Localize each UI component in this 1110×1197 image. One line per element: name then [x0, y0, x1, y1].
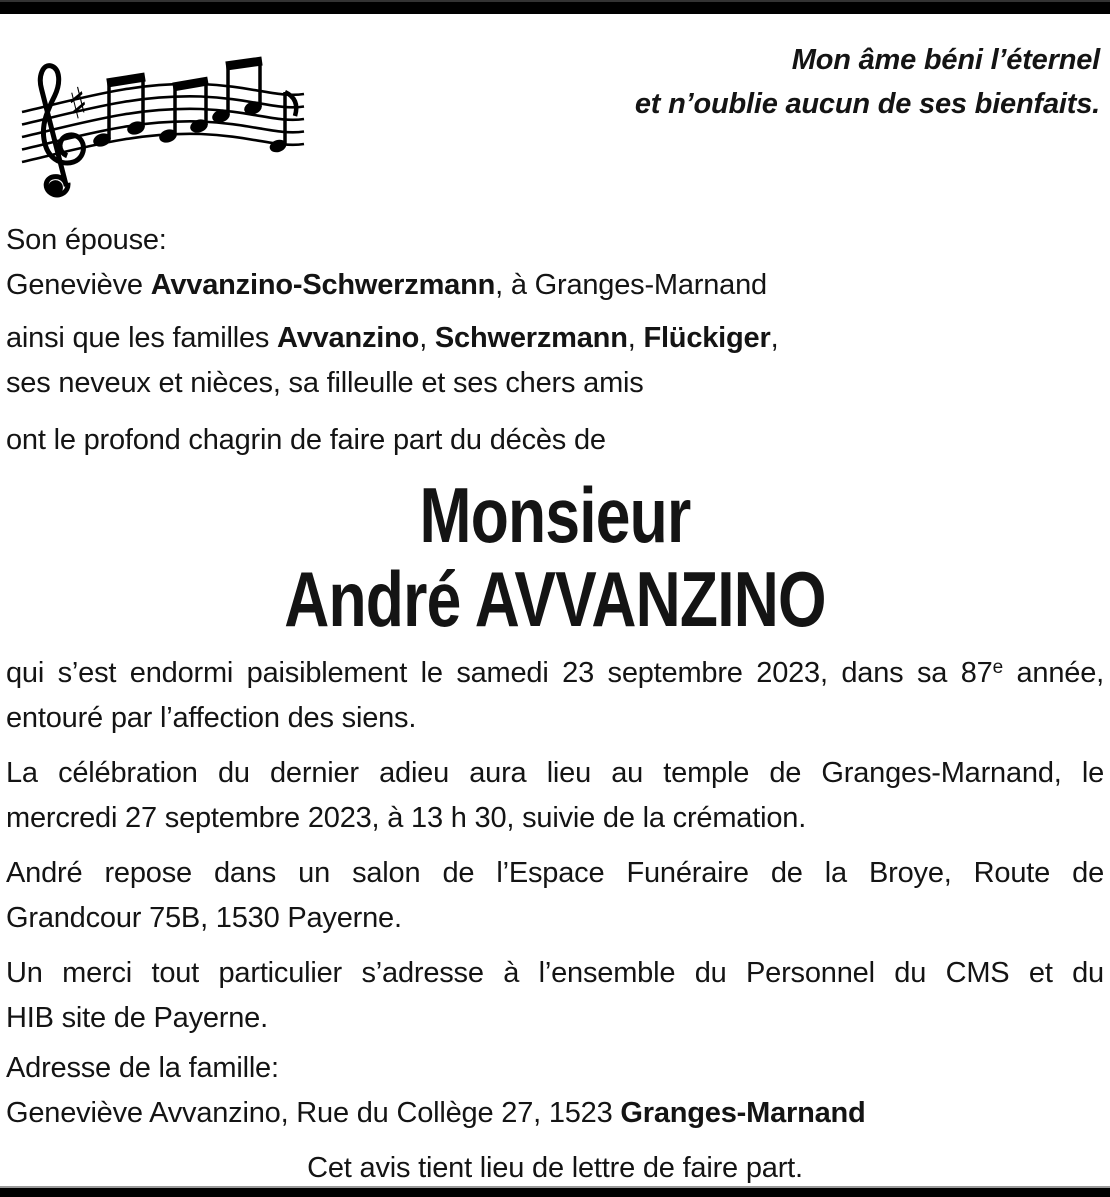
address-line [6, 1091, 1104, 1136]
spouse-label: Son épouse: [6, 224, 167, 256]
death-line-2: entouré par l’affection des siens. [6, 702, 417, 734]
address-locality: Granges-Marnand [620, 1097, 866, 1129]
family-end-comma: , [770, 322, 779, 354]
ordinal-superscript: e [992, 657, 1003, 678]
repose-line-2: Grandcour 75B, 1530 Payerne. [6, 902, 402, 934]
announcement-line: ont le profond chagrin de faire part du décès de [6, 424, 606, 456]
families-prefix: ainsi que les familles [6, 322, 278, 354]
epigraph-line-2: et n’oublie aucun de ses bienfaits. [634, 88, 1100, 120]
sharp-icon: ♯ [62, 77, 94, 130]
family-separator: , [419, 322, 435, 354]
death-line-1-text: qui s’est endormi paisiblement le samedi 23 septembre 2023, dans sa 87 [6, 657, 993, 689]
notice-body [0, 38, 1110, 1191]
deceased-name: André AVVANZINO [284, 555, 826, 643]
family-name-2: Schwerzmann [434, 322, 628, 354]
relatives-line: ses neveux et nièces, sa filleulle et ses chers amis [6, 367, 644, 399]
spouse-name: Avvanzino-Schwerzmann [150, 269, 496, 301]
thanks-line-2: HIB site de Payerne. [6, 1002, 268, 1034]
death-line-1 [6, 645, 1104, 696]
repose-line-1: André repose dans un salon de l’Espace Funéraire de la Broye, Route de [6, 857, 1104, 889]
thanks-paragraph [6, 951, 1104, 1041]
deceased-heading [116, 473, 994, 641]
family-address-section [6, 1046, 1104, 1136]
epigraph-line-1: Mon âme béni l’éternel [791, 44, 1100, 76]
death-line-1-end: année, [1002, 657, 1104, 689]
spouse-line [6, 263, 1104, 308]
spouse-section [6, 218, 1104, 308]
address-text: Geneviève Avvanzino, Rue du Collège 27, 1523 [6, 1097, 621, 1129]
families-line [6, 316, 1104, 361]
death-paragraph [6, 645, 1104, 741]
families-section [6, 316, 1104, 406]
music-notes-illustration [16, 52, 308, 202]
closing-line: Cet avis tient lieu de lettre de faire part. [307, 1152, 803, 1184]
family-separator: , [627, 322, 644, 354]
ceremony-line-1: La célébration du dernier adieu aura lieu au temple de Granges-Marnand, le [6, 757, 1104, 789]
thanks-line-1: Un merci tout particulier s’adresse à l’ensemble du Personnel du CMS et du [6, 957, 1104, 989]
family-name-1: Avvanzino [277, 322, 420, 354]
deceased-title: Monsieur [419, 471, 691, 559]
address-label: Adresse de la famille: [6, 1052, 279, 1084]
spouse-suffix: , à Granges-Marnand [495, 269, 767, 301]
repose-paragraph [6, 851, 1104, 941]
ceremony-paragraph [6, 751, 1104, 841]
top-border-rule [0, 0, 1110, 14]
family-name-3: Flückiger [643, 322, 771, 354]
spouse-prefix: Geneviève [6, 269, 151, 301]
ceremony-line-2: mercredi 27 septembre 2023, à 13 h 30, suivie de la crémation. [6, 802, 807, 834]
bottom-border-rule [0, 1186, 1110, 1197]
